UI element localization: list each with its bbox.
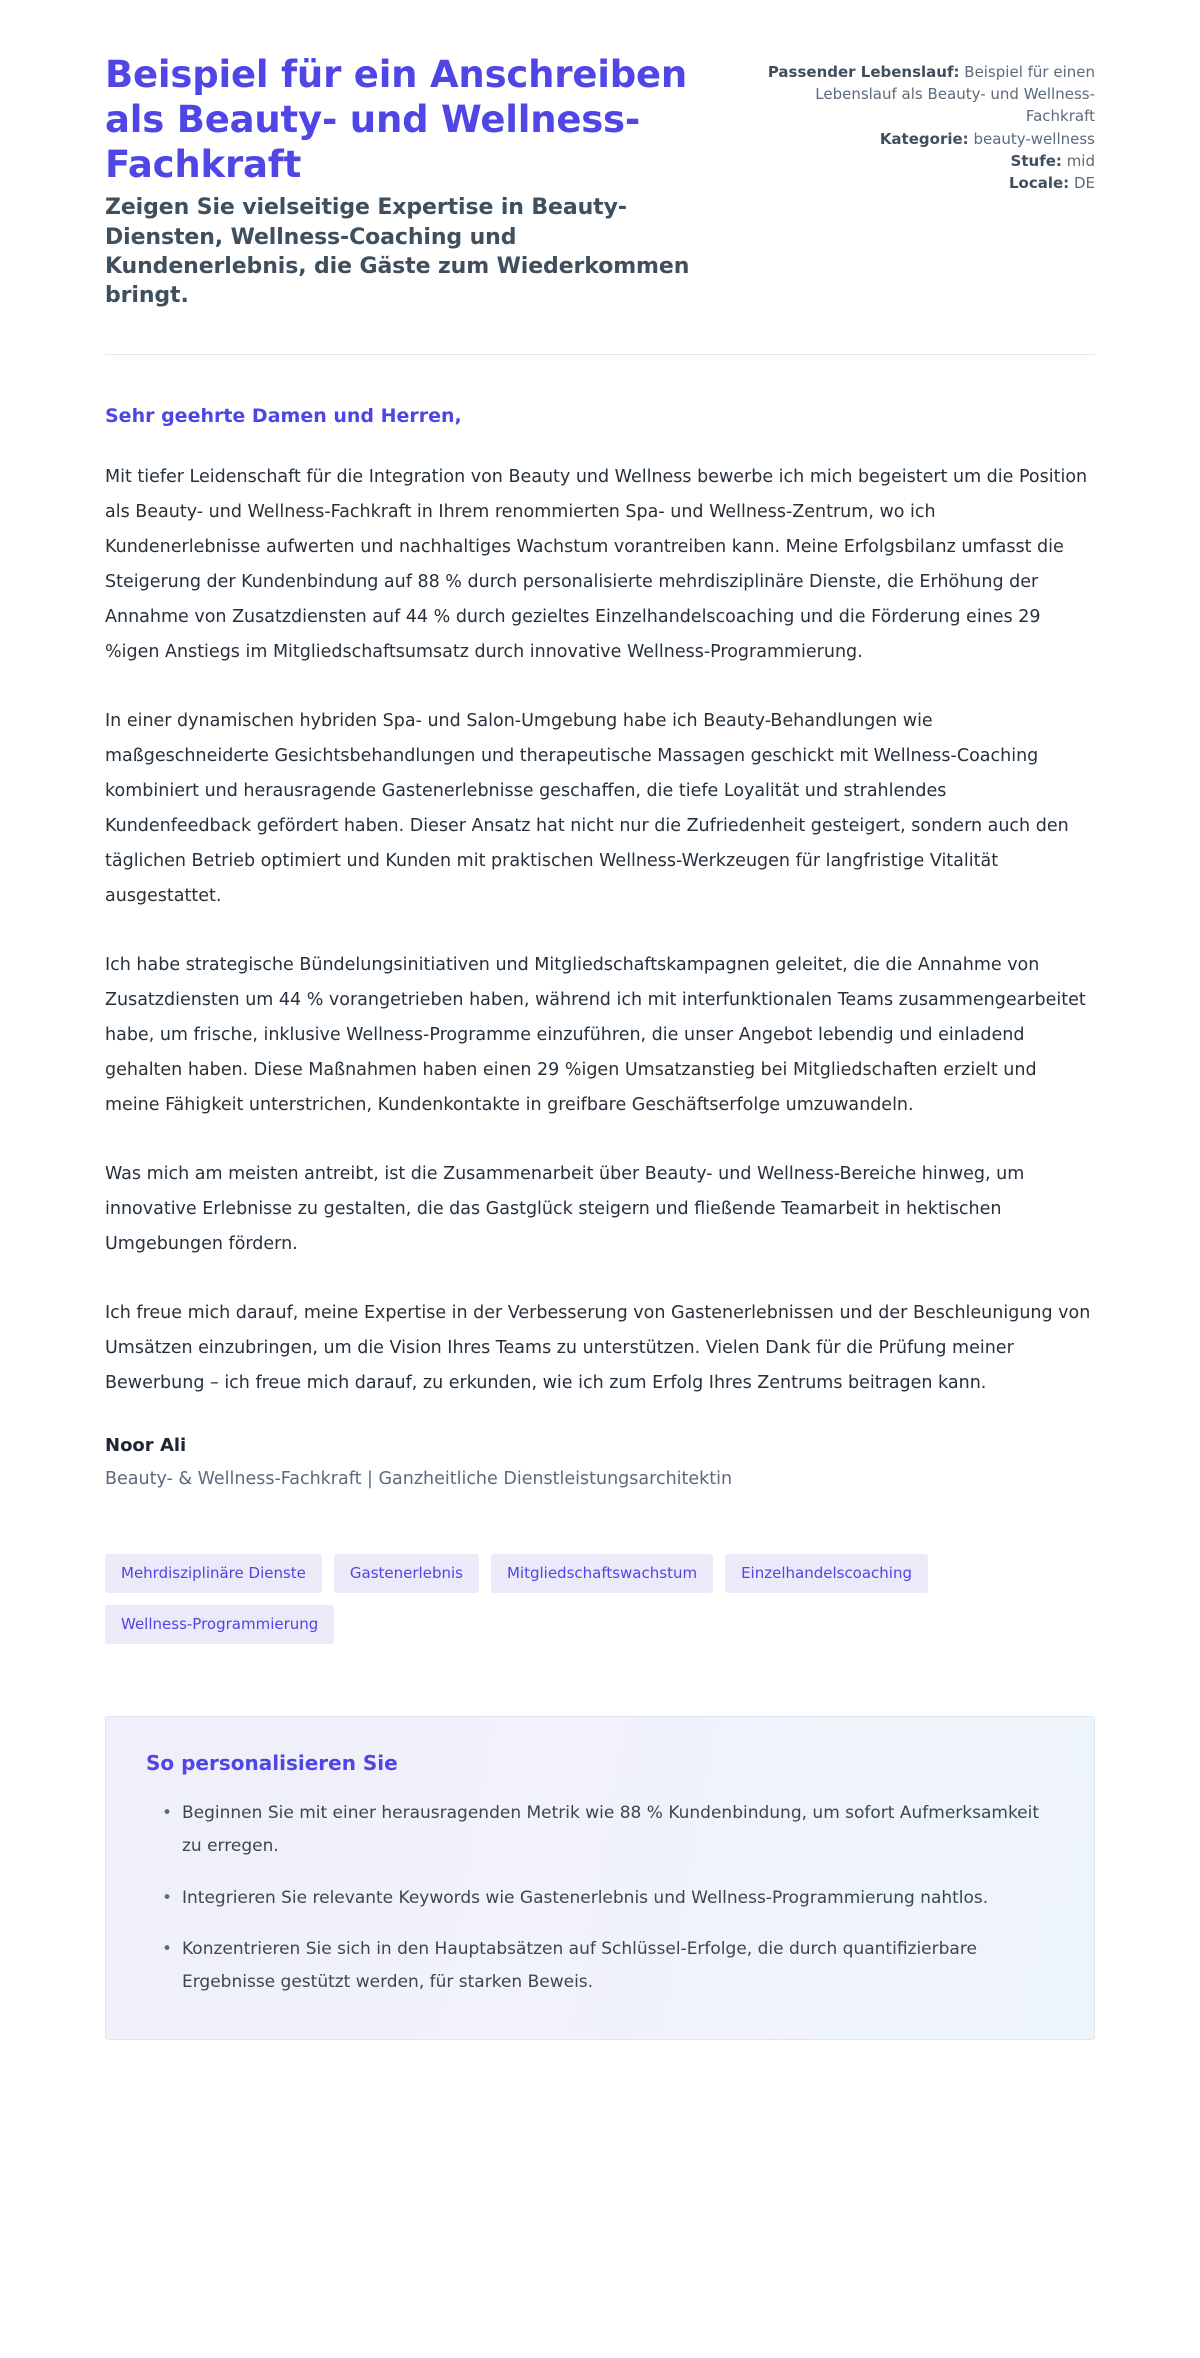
meta-level [765,151,1095,173]
meta-category-value: beauty-wellness [973,130,1095,149]
keyword-tag[interactable]: Wellness-Programmierung [105,1605,334,1644]
meta-category-label: Kategorie: [879,130,969,149]
meta-locale [765,173,1095,195]
callout-title: So personalisieren Sie [146,1751,398,1776]
document-metadata [765,52,1095,195]
callout-tip-item: • Konzentrieren Sie sich in den Hauptabsätzen auf Schlüssel-Erfolge, die durch quantifizierbare Ergebnisse gestützt werden, für starken Beweis. [168,1933,1054,1999]
keyword-tag[interactable]: Einzelhandelscoaching [725,1554,928,1593]
page-title: Beispiel für ein Anschreiben als Beauty- und Wellness-Fachkraft [105,53,688,187]
keyword-tag-list [105,1554,1055,1644]
keyword-tag[interactable]: Mitgliedschaftswachstum [491,1554,713,1593]
letter-paragraph: Mit tiefer Leidenschaft für die Integration von Beauty und Wellness bewerbe ich mich begeistert um die Position als Beauty- und Wellness-Fachkraft in Ihrem renommierten Spa- und Wellness-Zentrum, wo ich Kundenerlebnisse aufwerten und nachhaltiges Wachstum vorantreiben kann. Meine Erfolgsbilanz umfasst die Steigerung der Kundenbindung auf 88 % durch personalisierte mehrdisziplinäre Dienste, die Erhöhung der Annahme von Zusatzdiensten auf 44 % durch gezieltes Einzelhandelscoaching und die Förderung eines 29 %igen Anstiegs im Mitgliedschaftsumsatz durch innovative Wellness-Programmierung. [105,466,1088,662]
signature-role: Beauty- & Wellness-Fachkraft | Ganzheitliche Dienstleistungsarchitektin [105,1468,733,1489]
meta-matching-resume-value: Beispiel für einen Lebenslauf als Beauty- und Wellness-Fachkraft [815,63,1095,125]
letter-paragraph: Was mich am meisten antreibt, ist die Zusammenarbeit über Beauty- und Wellness-Bereiche hinweg, um innovative Erlebnisse zu gestalten, die das Gastglück steigern und fließende Teamarbeit in hektischen Umgebungen fördern. [105,1163,1025,1254]
meta-locale-value: DE [1073,173,1095,192]
meta-level-value: mid [1066,152,1095,170]
meta-matching-resume [765,62,1095,127]
letter-signature [105,1435,1095,1492]
cover-letter-body [105,355,1095,1492]
callout-tip-item: • Integrieren Sie relevante Keywords wie Gastenerlebnis und Wellness-Programmierung nahtlos. [168,1882,1054,1915]
header-title-block [105,52,725,310]
meta-level-label: Stufe: [1010,152,1062,170]
callout-tip-list [146,1797,1054,1999]
letter-salutation: Sehr geehrte Damen und Herren, [105,405,462,428]
letter-paragraph: Ich freue mich darauf, meine Expertise in der Verbesserung von Gastenerlebnissen und der Beschleunigung von Umsätzen einzubringen, um die Vision Ihres Teams zu unterstützen. Vielen Dank für die Prüfung meiner Bewerbung – ich freue mich darauf, zu erkunden, wie ich zum Erfolg Ihres Zentrums beitragen kann. [105,1302,1091,1393]
meta-locale-label: Locale: [1008,173,1070,192]
keyword-tag[interactable]: Gastenerlebnis [334,1554,479,1593]
meta-category [765,129,1095,151]
keyword-tag[interactable]: Mehrdisziplinäre Dienste [105,1554,322,1593]
callout-tip-item: • Beginnen Sie mit einer herausragenden Metrik wie 88 % Kundenbindung, um sofort Aufmerksamkeit zu erregen. [168,1797,1054,1863]
letter-paragraphs [105,460,1095,1401]
signature-name: Noor Ali [105,1434,187,1456]
meta-matching-resume-label: Passender Lebenslauf: [767,63,960,81]
document-header [105,0,1095,310]
letter-paragraph: In einer dynamischen hybriden Spa- und Salon-Umgebung habe ich Beauty-Behandlungen wie maßgeschneiderte Gesichtsbehandlungen und therapeutische Massagen geschickt mit Wellness-Coaching kombiniert und herausragende Gastenerlebnisse geschaffen, die tiefe Loyalität und strahlendes Kundenfeedback gefördert haben. Dieser Ansatz hat nicht nur die Zufriedenheit gesteigert, sondern auch den täglichen Betrieb optimiert und Kunden mit praktischen Wellness-Werkzeugen für langfristige Vitalität ausgestattet. [105,710,1069,906]
personalization-callout [105,1716,1095,2040]
page-subtitle: Zeigen Sie vielseitige Expertise in Beauty-Diensten, Wellness-Coaching und Kundenerlebnis, die Gäste zum Wiederkommen bringt. [105,195,690,309]
letter-paragraph: Ich habe strategische Bündelungsinitiativen und Mitgliedschaftskampagnen geleitet, die die Annahme von Zusatzdiensten um 44 % vorangetrieben haben, während ich mit interfunktionalen Teams zusammengearbeitet habe, um frische, inklusive Wellness-Programme einzuführen, die unser Angebot lebendig und einladend gehalten haben. Diese Maßnahmen haben einen 29 %igen Umsatzanstieg bei Mitgliedschaften erzielt und meine Fähigkeit unterstrichen, Kundenkontakte in greifbare Geschäftserfolge umzuwandeln. [105,954,1086,1115]
